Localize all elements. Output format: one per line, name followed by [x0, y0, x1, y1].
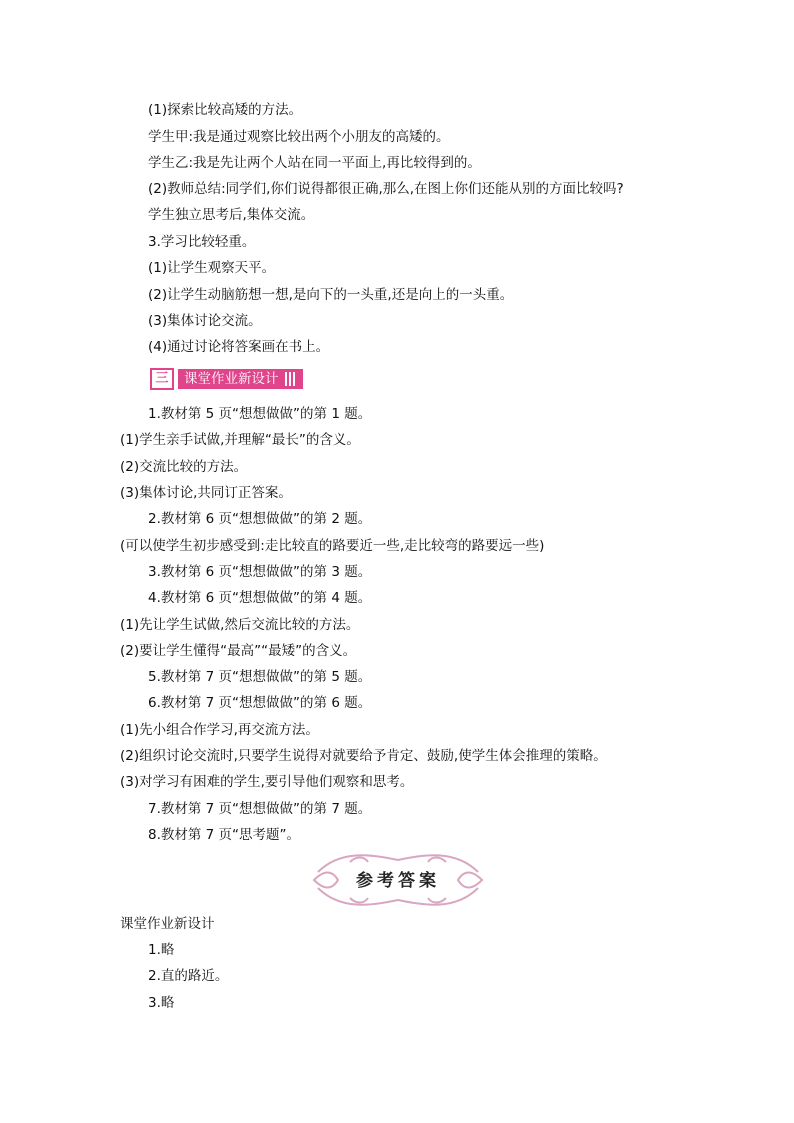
text-line: 8.教材第 7 页“思考题”。: [148, 827, 301, 843]
text-line: (可以使学生初步感受到:走比较直的路要近一些,走比较弯的路要远一些): [120, 538, 545, 554]
text-line: 课堂作业新设计: [120, 916, 215, 932]
stripes-decoration: [285, 372, 295, 386]
text-line: 3.略: [148, 995, 175, 1011]
answer-header: [310, 848, 486, 912]
answer-header-title: 参考答案: [356, 871, 440, 891]
text-line: 3.学习比较轻重。: [148, 234, 256, 250]
text-line: (2)教师总结:同学们,你们说得都很正确,那么,在图上你们还能从别的方面比较吗?: [148, 181, 624, 197]
text-line: 3.教材第 6 页“想想做做”的第 3 题。: [148, 564, 372, 580]
text-line: 1.教材第 5 页“想想做做”的第 1 题。: [148, 406, 372, 422]
section-title-bar: [178, 369, 303, 389]
text-line: (2)让学生动脑筋想一想,是向下的一头重,还是向上的一头重。: [148, 287, 514, 303]
text-line: 4.教材第 6 页“想想做做”的第 4 题。: [148, 590, 372, 606]
text-line: (3)对学习有困难的学生,要引导他们观察和思考。: [120, 774, 414, 790]
text-line: (1)让学生观察天平。: [148, 260, 276, 276]
section-number: 三: [150, 368, 174, 390]
text-line: (3)集体讨论交流。: [148, 313, 262, 329]
text-line: (1)先让学生试做,然后交流比较的方法。: [120, 617, 360, 633]
text-line: 5.教材第 7 页“想想做做”的第 5 题。: [148, 669, 372, 685]
section-banner: [150, 369, 303, 389]
text-line: 6.教材第 7 页“想想做做”的第 6 题。: [148, 695, 372, 711]
text-line: 1.略: [148, 942, 175, 958]
text-line: 学生乙:我是先让两个人站在同一平面上,再比较得到的。: [148, 155, 481, 171]
text-line: (1)先小组合作学习,再交流方法。: [120, 722, 319, 738]
text-line: 学生甲:我是通过观察比较出两个小朋友的高矮的。: [148, 129, 450, 145]
text-line: 2.教材第 6 页“想想做做”的第 2 题。: [148, 511, 372, 527]
text-line: (4)通过讨论将答案画在书上。: [148, 339, 330, 355]
text-line: (1)探索比较高矮的方法。: [148, 102, 303, 118]
text-line: (3)集体讨论,共同订正答案。: [120, 485, 292, 501]
text-line: (2)组织讨论交流时,只要学生说得对就要给予肯定、鼓励,使学生体会推理的策略。: [120, 748, 607, 764]
text-line: 2.直的路近。: [148, 968, 229, 984]
text-line: (2)交流比较的方法。: [120, 459, 248, 475]
text-line: (1)学生亲手试做,并理解“最长”的含义。: [120, 432, 360, 448]
section-title: 课堂作业新设计: [184, 371, 279, 387]
text-line: 学生独立思考后,集体交流。: [148, 207, 315, 223]
text-line: 7.教材第 7 页“想想做做”的第 7 题。: [148, 801, 372, 817]
text-line: (2)要让学生懂得“最高”“最矮”的含义。: [120, 643, 357, 659]
